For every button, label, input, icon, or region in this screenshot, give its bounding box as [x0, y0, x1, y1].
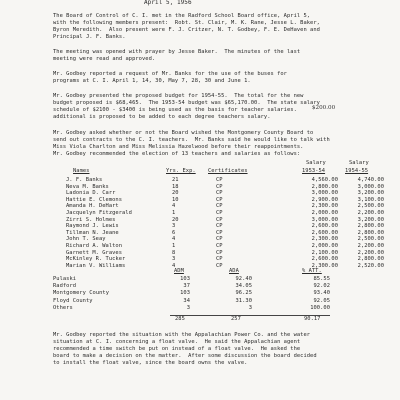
text-line: recommended a time switch be put on instead of a float valve. He asked the	[53, 346, 301, 352]
ada-value: 34.05	[235, 283, 252, 290]
teacher-name: Marian V. Williams	[66, 262, 126, 269]
certificate: CP	[216, 262, 223, 269]
salary-1953-54: 2,900.00	[311, 196, 338, 203]
salary-1954-55: 2,200.00	[357, 249, 384, 256]
salary-1953-54: 4,560.00	[311, 177, 338, 183]
ada-value: 3	[248, 304, 252, 311]
certificate: CP	[216, 243, 223, 249]
years-experience: 4	[172, 262, 176, 269]
column-header: Salary	[306, 160, 326, 166]
column-header: Certificates	[208, 168, 248, 174]
adm-value: 103	[180, 276, 190, 282]
text-line: The Board of Control of C. I. met in the Radford School Board office, April 5,	[53, 13, 311, 19]
text-line: Mr. Godbey reported a request of Mr. Banks for the use of the buses for	[53, 71, 287, 77]
text-line: The meeting was opened with prayer by Jesse Baker. The minutes of the last	[53, 49, 301, 55]
handwritten-amount: $200.00	[312, 105, 336, 111]
salary-1954-55: 2,800.00	[357, 229, 384, 236]
column-header: ADA	[229, 268, 239, 274]
locality-name: Montgomery County	[53, 290, 110, 297]
certificate: CP	[216, 210, 223, 216]
certificate: CP	[216, 177, 223, 183]
locality-name: Others	[53, 304, 73, 311]
salary-1954-55: 3,000.00	[357, 183, 384, 190]
certificate: CP	[216, 183, 223, 190]
column-header: 1953-54	[302, 168, 326, 174]
text-line: to install the float valve, since the board owns the valve.	[53, 360, 248, 366]
adm-value: 37	[183, 283, 190, 290]
total-att: 90.17	[304, 316, 321, 322]
salary-1953-54: 2,000.00	[311, 243, 338, 249]
total-adm: 285	[175, 316, 185, 322]
salary-1954-55: 2,800.00	[357, 256, 384, 263]
years-experience: 4	[172, 236, 176, 243]
salary-1954-55: 4,740.00	[357, 177, 384, 183]
salary-1953-54: 2,100.00	[311, 249, 338, 256]
salary-1953-54: 2,300.00	[311, 203, 338, 210]
ada-value: 92.40	[235, 276, 252, 282]
ada-value: 96.25	[235, 290, 252, 297]
salary-1953-54: 2,300.00	[311, 236, 338, 243]
text-line: Miss Viola Charlton and Miss Melissia Hazelwood before their reappointments.	[53, 144, 304, 150]
attendance-percent: 93.40	[313, 290, 330, 297]
text-line: Mr. Godbey asked whether or not the Board wished the Montgomery County Board to	[53, 130, 314, 136]
years-experience: 6	[172, 229, 176, 236]
certificate: CP	[216, 196, 223, 203]
locality-name: Pulaski	[53, 276, 77, 282]
meeting-date: April 5, 1956	[144, 0, 192, 6]
teacher-name: Zirri S. Holmes	[66, 216, 116, 223]
teacher-name: John T. Seay	[66, 236, 106, 243]
certificate: CP	[216, 203, 223, 210]
teacher-name: J. F. Banks	[66, 177, 103, 183]
text-line: send out contracts to the C. I. teachers. Mr. Banks said he would like to talk with	[53, 137, 330, 143]
salary-1954-55: 2,520.00	[357, 262, 384, 269]
salary-1953-54: 2,300.00	[311, 262, 338, 269]
adm-value: 3	[186, 304, 190, 311]
certificate: CP	[216, 236, 223, 243]
teacher-name: Hattie E. Clemons	[66, 196, 123, 203]
years-experience: 20	[172, 190, 179, 197]
years-experience: 10	[172, 196, 179, 203]
ada-value: 31.30	[235, 297, 252, 304]
column-header: % ATT.	[302, 268, 322, 274]
years-experience: 1	[172, 243, 176, 249]
certificate: CP	[216, 216, 223, 223]
column-header: ADM	[174, 268, 184, 274]
salary-1953-54: 2,600.00	[311, 256, 338, 263]
certificate: CP	[216, 190, 223, 197]
years-experience: 3	[172, 223, 176, 230]
text-line: budget proposed is $68,465. The 1953-54 budget was $65,170.00. The state salary	[53, 100, 320, 106]
column-header: 1954-55	[345, 168, 369, 174]
salary-1954-55: 2,800.00	[357, 223, 384, 230]
salary-1954-55: 2,200.00	[357, 243, 384, 249]
certificate: CP	[216, 229, 223, 236]
attendance-percent: 92.02	[313, 283, 330, 290]
text-line: schedule of $2100 - $3400 is being used as the basis for teacher salaries.	[53, 107, 297, 113]
text-line: meeting were read and approved.	[53, 56, 156, 62]
years-experience: 18	[172, 183, 179, 190]
total-ada: 257	[231, 316, 241, 322]
text-line: Mr. Godbey presented the proposed budget for 1954-55. The total for the new	[53, 93, 304, 99]
text-line: Mr. Godbey reported the situation with the Appalachian Power Co. and the water	[53, 332, 311, 338]
years-experience: 8	[172, 249, 176, 256]
salary-1954-55: 2,500.00	[357, 236, 384, 243]
salary-1954-55: 2,500.00	[357, 203, 384, 210]
years-experience: 21	[172, 177, 179, 183]
teacher-name: Tillman N. Jeane	[66, 229, 119, 236]
text-line: situation at C. I. concerning a float valve. He said the Appalachian agent	[53, 339, 301, 345]
adm-value: 103	[180, 290, 190, 297]
salary-1953-54: 2,800.00	[311, 183, 338, 190]
years-experience: 3	[172, 256, 176, 263]
attendance-percent: 100.00	[310, 304, 330, 311]
text-line: additional is proposed to be added to each degree teachers salary.	[53, 114, 271, 120]
text-line: Byron Meredith. Also present were F. J. Critzer, N. T. Godbey, F. E. DeHaven and	[53, 27, 320, 33]
certificate: CP	[216, 223, 223, 230]
salary-1953-54: 2,000.00	[311, 210, 338, 216]
column-header: Yrs. Exp.	[166, 168, 196, 174]
salary-1953-54: 3,000.00	[311, 216, 338, 223]
teacher-name: Raymond J. Lewis	[66, 223, 119, 230]
text-line: Mr. Godbey recommended the election of 13 teachers and salaries as follows:	[53, 151, 301, 157]
locality-name: Radford	[53, 283, 77, 290]
locality-name: Floyd County	[53, 297, 93, 304]
text-line: with the following members present: Robt. St. Clair, M. K. Rane, Jesse L. Baker,	[53, 20, 320, 26]
teacher-name: McKinley R. Tucker	[66, 256, 126, 263]
years-experience: 1	[172, 210, 176, 216]
adm-value: 34	[183, 297, 190, 304]
certificate: CP	[216, 249, 223, 256]
teacher-name: Neva M. Banks	[66, 183, 109, 190]
salary-1954-55: 3,100.00	[357, 196, 384, 203]
text-line: board to make a decision on the matter. After some discussion the board decided	[53, 353, 317, 359]
column-header: Salary	[349, 160, 369, 166]
text-line: Principal J. F. Banks.	[53, 34, 126, 40]
teacher-name: Amanda H. DeHart	[66, 203, 119, 210]
years-experience: 4	[172, 203, 176, 210]
column-header: Names	[73, 168, 90, 174]
teacher-name: Ladonia D. Carr	[66, 190, 116, 197]
certificate: CP	[216, 256, 223, 263]
salary-1954-55: 3,200.00	[357, 216, 384, 223]
text-line: programs at C. I. April 1, 14, 30, May 7, 28, 30 and June 1.	[53, 78, 251, 84]
teacher-name: Garnett M. Graves	[66, 249, 123, 256]
attendance-percent: 92.05	[313, 297, 330, 304]
salary-1953-54: 2,600.00	[311, 223, 338, 230]
salary-1954-55: 2,200.00	[357, 210, 384, 216]
teacher-name: Richard A. Walton	[66, 243, 123, 249]
attendance-percent: 85.55	[313, 276, 330, 282]
salary-1954-55: 3,200.00	[357, 190, 384, 197]
salary-1953-54: 3,000.00	[311, 190, 338, 197]
teacher-name: Jacquelyn Fitzgerald	[66, 210, 132, 216]
salary-1953-54: 2,600.00	[311, 229, 338, 236]
years-experience: 20	[172, 216, 179, 223]
